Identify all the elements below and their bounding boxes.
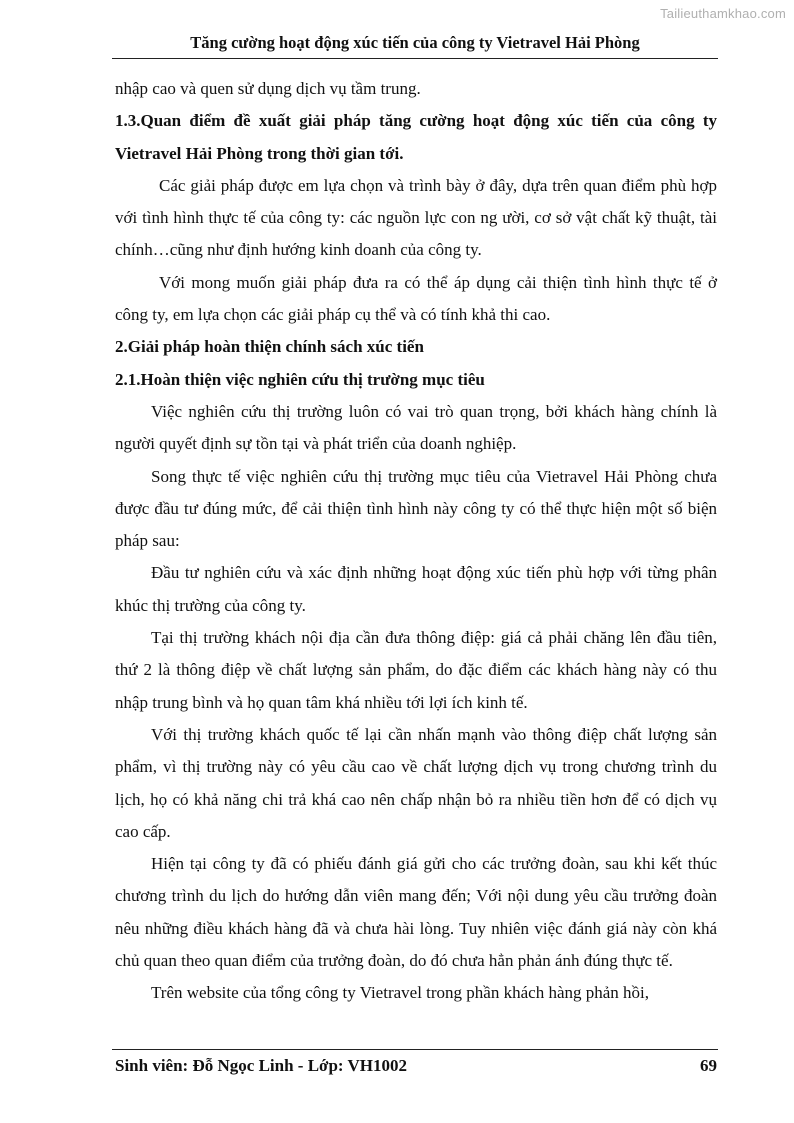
heading-1-3: 1.3.Quan điểm đề xuất giải pháp tăng cường hoạt động xúc tiến của công ty Vietravel Hải Phòng trong thời gian tới. xyxy=(115,111,717,163)
paragraph-market-research: Việc nghiên cứu thị trường luôn có vai trò quan trọng, bởi khách hàng chính là người quyết định sự tồn tại và phát triển của doanh nghiệp. xyxy=(115,401,717,454)
paragraph-investment-gap: Song thực tế việc nghiên cứu thị trường mục tiêu của Vietravel Hải Phòng chưa được đầu tư đúng mức, để cải thiện tình hình này công ty có thể thực hiện một số biện pháp sau: xyxy=(115,466,717,551)
paragraph-evaluation-form: Hiện tại công ty đã có phiếu đánh giá gửi cho các trưởng đoàn, sau khi kết thúc chương trình du lịch do hướng dẫn viên mang đến; Với nội dung yêu cầu trưởng đoàn nêu những điều khách hàng đã và chưa hài lòng. Tuy nhiên việc đánh giá này còn khá chủ quan theo quan điểm của trưởng đoàn, do đó chưa hẳn phản ánh đúng thực tế. xyxy=(115,854,717,971)
paragraph-feasible-solutions: Với mong muốn giải pháp đưa ra có thể áp dụng cải thiện tình hình thực tế ở công ty, em lựa chọn các giải pháp cụ thể và có tính khả thi cao. xyxy=(115,272,717,325)
paragraph-domestic-market: Tại thị trường khách nội địa cần đưa thông điệp: giá cả phải chăng lên đầu tiên, thứ 2 là thông điệp về chất lượng sản phẩm, do đặc điểm các khách hàng này có thu nhập trung bình và họ quan tâm khá nhiều tới lợi ích kinh tế. xyxy=(115,628,717,712)
page-footer xyxy=(115,1054,717,1078)
footer-student-info: Sinh viên: Đỗ Ngọc Linh - Lớp: VH1002 xyxy=(115,1056,408,1075)
page-header-title: Tăng cường hoạt động xúc tiến của công ty Vietravel Hải Phòng xyxy=(190,33,640,52)
paragraph-continued: nhập cao và quen sử dụng dịch vụ tầm trung. xyxy=(115,79,421,98)
paragraph-website-feedback: Trên website của tổng công ty Vietravel trong phần khách hàng phản hồi, xyxy=(151,983,650,1003)
paragraph-solutions-basis: Các giải pháp được em lựa chọn và trình bày ở đây, dựa trên quan điểm phù hợp với tình hình thực tế của công ty: các nguồn lực con ng ười, cơ sở vật chất kỹ thuật, tài chính…cũng như định hướng kinh doanh của công ty. xyxy=(115,175,717,260)
footer-divider xyxy=(112,1049,718,1050)
document-body xyxy=(115,73,717,1010)
heading-2: 2.Giải pháp hoàn thiện chính sách xúc tiến xyxy=(115,337,424,357)
heading-2-1: 2.1.Hoàn thiện việc nghiên cứu thị trường mục tiêu xyxy=(115,369,485,389)
paragraph-segment-promotion: Đầu tư nghiên cứu và xác định những hoạt động xúc tiến phù hợp với từng phân khúc thị trường của công ty. xyxy=(115,563,717,615)
header-divider xyxy=(112,58,718,59)
watermark-text: Tailieuthamkhao.com xyxy=(660,6,786,21)
page-number: 69 xyxy=(700,1056,717,1075)
paragraph-international-market: Với thị trường khách quốc tế lại cần nhấn mạnh vào thông điệp chất lượng sản phẩm, vì thị trường này có yêu cầu cao về chất lượng dịch vụ trong chương trình du lịch, họ có khả năng chi trả khá cao nên chấp nhận bỏ ra nhiều tiền hơn để có dịch vụ cao cấp. xyxy=(115,724,717,841)
